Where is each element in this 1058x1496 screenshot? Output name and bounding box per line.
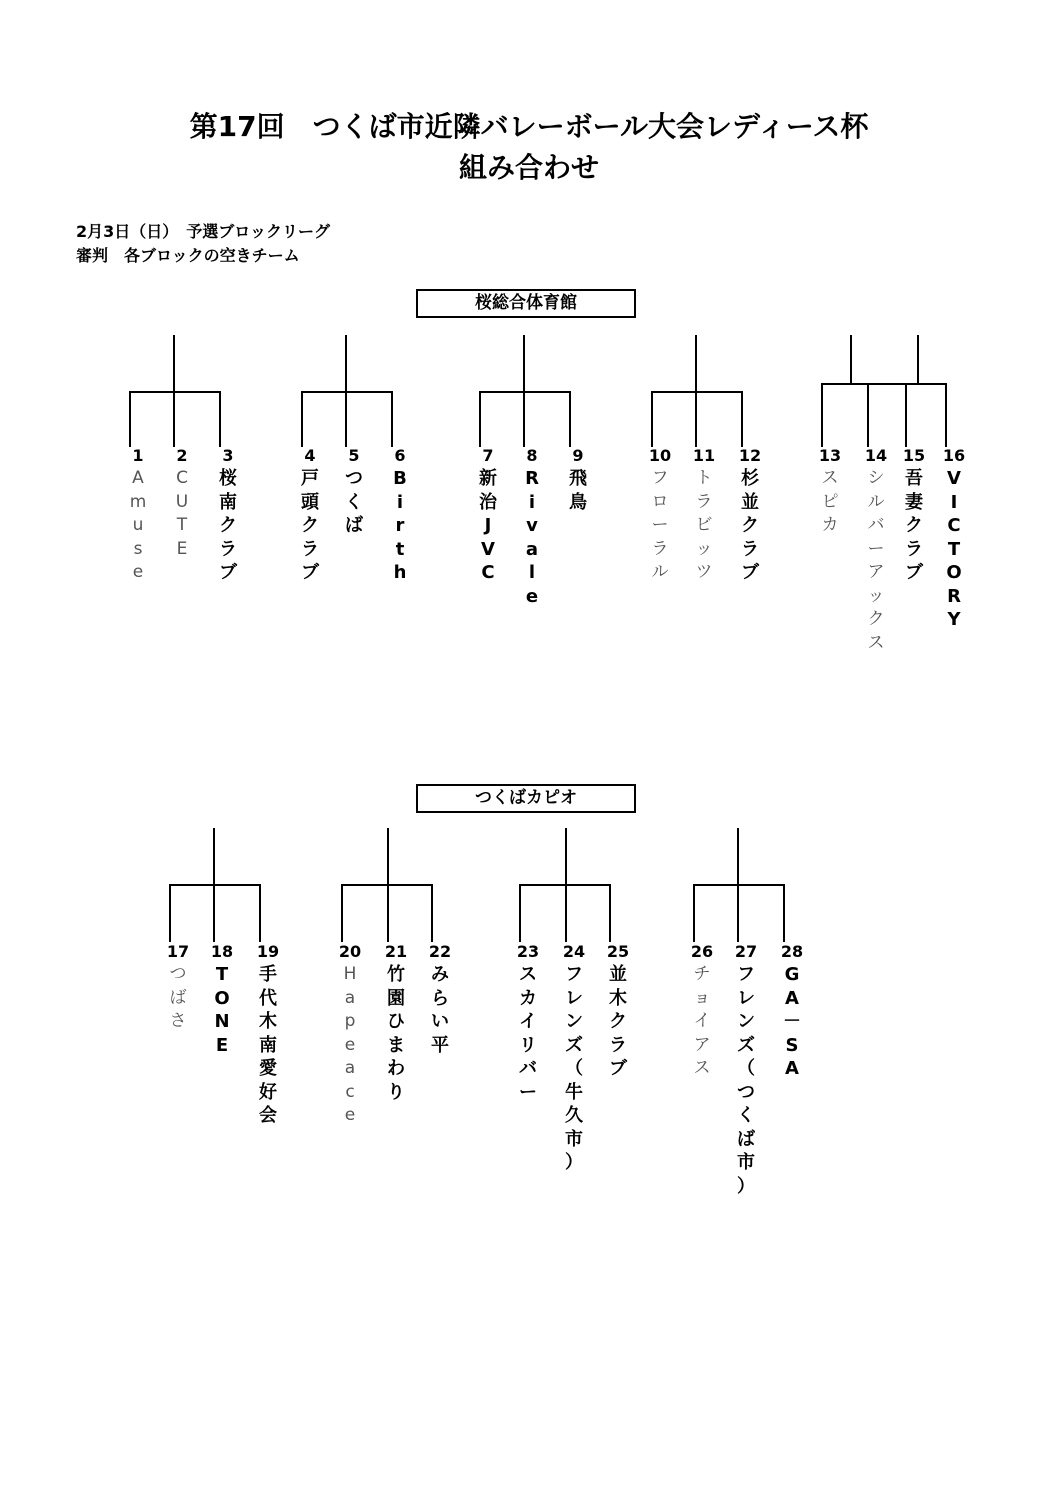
bracket-line [850,335,852,383]
team-entry [816,445,844,538]
bracket-line [523,391,525,447]
team-number: 15 [902,446,926,465]
team-entry [940,445,968,632]
bracket-line [341,884,343,942]
team-number: 14 [864,446,888,465]
team-entry [688,941,716,1081]
team-number: 11 [692,446,716,465]
team-name: R i v a l e [525,468,539,607]
team-number: 19 [256,942,280,961]
bracket-line [219,391,221,447]
bracket-line [821,383,947,385]
team-number: 27 [734,942,758,961]
team-entry [208,941,236,1057]
bracket-line [387,884,389,942]
page-title: 第17回 つくば市近隣バレーボール大会レディース杯 [189,110,869,143]
venue-sakura: 桜総合体育館 [416,289,636,318]
team-name: 手 代 木 南 愛 好 会 [259,964,277,1126]
bracket-line [741,391,743,447]
team-entry [732,941,760,1198]
team-entry [124,445,152,585]
team-number: 28 [780,942,804,961]
bracket-line [345,391,347,447]
team-entry [214,445,242,585]
team-entry [340,445,368,538]
bracket-line [783,884,785,942]
bracket-line [173,391,175,447]
team-name: フ ロ ー ラ ル [651,468,669,582]
bracket-line [301,391,303,447]
team-entry [518,445,546,608]
bracket-line [905,383,907,447]
bracket-line [651,391,743,393]
bracket-line [391,391,393,447]
team-name: 竹 園 ひ ま わ り [387,964,405,1103]
team-number: 13 [818,446,842,465]
team-number: 26 [690,942,714,961]
team-name: 並 木 ク ラ ブ [609,964,627,1079]
team-entry [426,941,454,1057]
team-number: 8 [526,446,538,465]
bracket-line [695,391,697,447]
team-name: ト ラ ビ ッ ツ [695,468,713,582]
bracket-line [169,884,261,886]
bracket-line [173,335,175,391]
bracket-line [259,884,261,942]
bracket-line [213,828,215,884]
team-number: 12 [738,446,762,465]
bracket-line [609,884,611,942]
bracket-line [867,383,869,447]
team-entry [690,445,718,585]
bracket-line [523,335,525,391]
bracket-line [519,884,521,942]
team-number: 9 [572,446,584,465]
team-entry [560,941,588,1175]
bracket-line [169,884,171,942]
bracket-line [695,335,697,391]
team-entry [514,941,542,1104]
bracket-line [479,391,571,393]
team-entry [386,445,414,585]
team-number: 7 [482,446,494,465]
team-name: み ら い 平 [431,964,449,1056]
bracket-line [129,391,131,447]
bracket-line [345,335,347,391]
bracket-line [569,391,571,447]
bracket-line [387,828,389,884]
team-name: ス カ イ リ バ ー [519,964,537,1103]
team-number: 25 [606,942,630,961]
team-name: V I C T O R Y [946,468,962,630]
team-entry [862,445,890,655]
bracket-line [693,884,695,942]
team-number: 22 [428,942,452,961]
team-entry [564,445,592,514]
team-entry [900,445,928,585]
bracket-line [945,383,947,447]
bracket-line [213,884,215,942]
team-entry [254,941,282,1128]
team-number: 10 [648,446,672,465]
bracket-line [737,884,739,942]
team-entry [382,941,410,1104]
bracket-line [821,383,823,447]
team-name: T O N E [214,964,230,1056]
team-entry [168,445,196,561]
team-name: つ ば さ [169,964,187,1031]
bracket-line [479,391,481,447]
team-entry [778,941,806,1081]
team-name: 飛 鳥 [569,468,587,513]
team-name: 戸 頭 ク ラ ブ [301,468,319,583]
team-entry [646,445,674,585]
referee-info: 審判 各ブロックの空きチーム [76,246,300,265]
team-name: C U T E [175,468,189,559]
page-subtitle: 組み合わせ [458,151,599,184]
bracket-line [129,391,221,393]
team-number: 6 [394,446,406,465]
team-number: 24 [562,942,586,961]
team-number: 18 [210,942,234,961]
team-entry [164,941,192,1034]
team-name: 杉 並 ク ラ ブ [741,468,759,583]
team-number: 5 [348,446,360,465]
team-name: シ ル バ ー ア ッ ク ス [867,468,885,653]
team-entry [474,445,502,585]
team-name: フ レ ン ズ （ つ く ば 市 ） [737,964,755,1197]
venue-capio: つくばカピオ [416,784,636,813]
team-name: つ く ば [345,468,363,536]
team-entry [336,941,364,1128]
team-name: 桜 南 ク ラ ブ [219,468,237,583]
team-name: B i r t h [393,468,407,583]
team-name: A m u s e [129,468,147,582]
team-number: 2 [176,446,188,465]
team-number: 16 [942,446,966,465]
bracket-line [565,828,567,884]
bracket-line [693,884,785,886]
team-number: 17 [166,942,190,961]
bracket-line [565,884,567,942]
bracket-line [917,335,919,383]
team-number: 4 [304,446,316,465]
team-number: 3 [222,446,234,465]
team-entry [296,445,324,585]
team-name: 吾 妻 ク ラ ブ [905,468,923,583]
team-number: 20 [338,942,362,961]
bracket-line [651,391,653,447]
bracket-line [431,884,433,942]
team-number: 1 [132,446,144,465]
team-entry [736,445,764,585]
team-name: チ ョ イ ア ス [693,964,711,1078]
team-name: H a p e a c e [343,964,357,1125]
team-name: ス ピ カ [821,468,839,535]
schedule-info: 2月3日（日） 予選ブロックリーグ [76,222,330,241]
team-entry [604,941,632,1081]
team-number: 21 [384,942,408,961]
team-name: 新 治 J V C [479,468,497,583]
bracket-line [737,828,739,884]
team-name: フ レ ン ズ （ 牛 久 市 ） [565,964,583,1173]
bracket-line [301,391,393,393]
team-number: 23 [516,942,540,961]
team-name: G A － S A [783,964,801,1079]
